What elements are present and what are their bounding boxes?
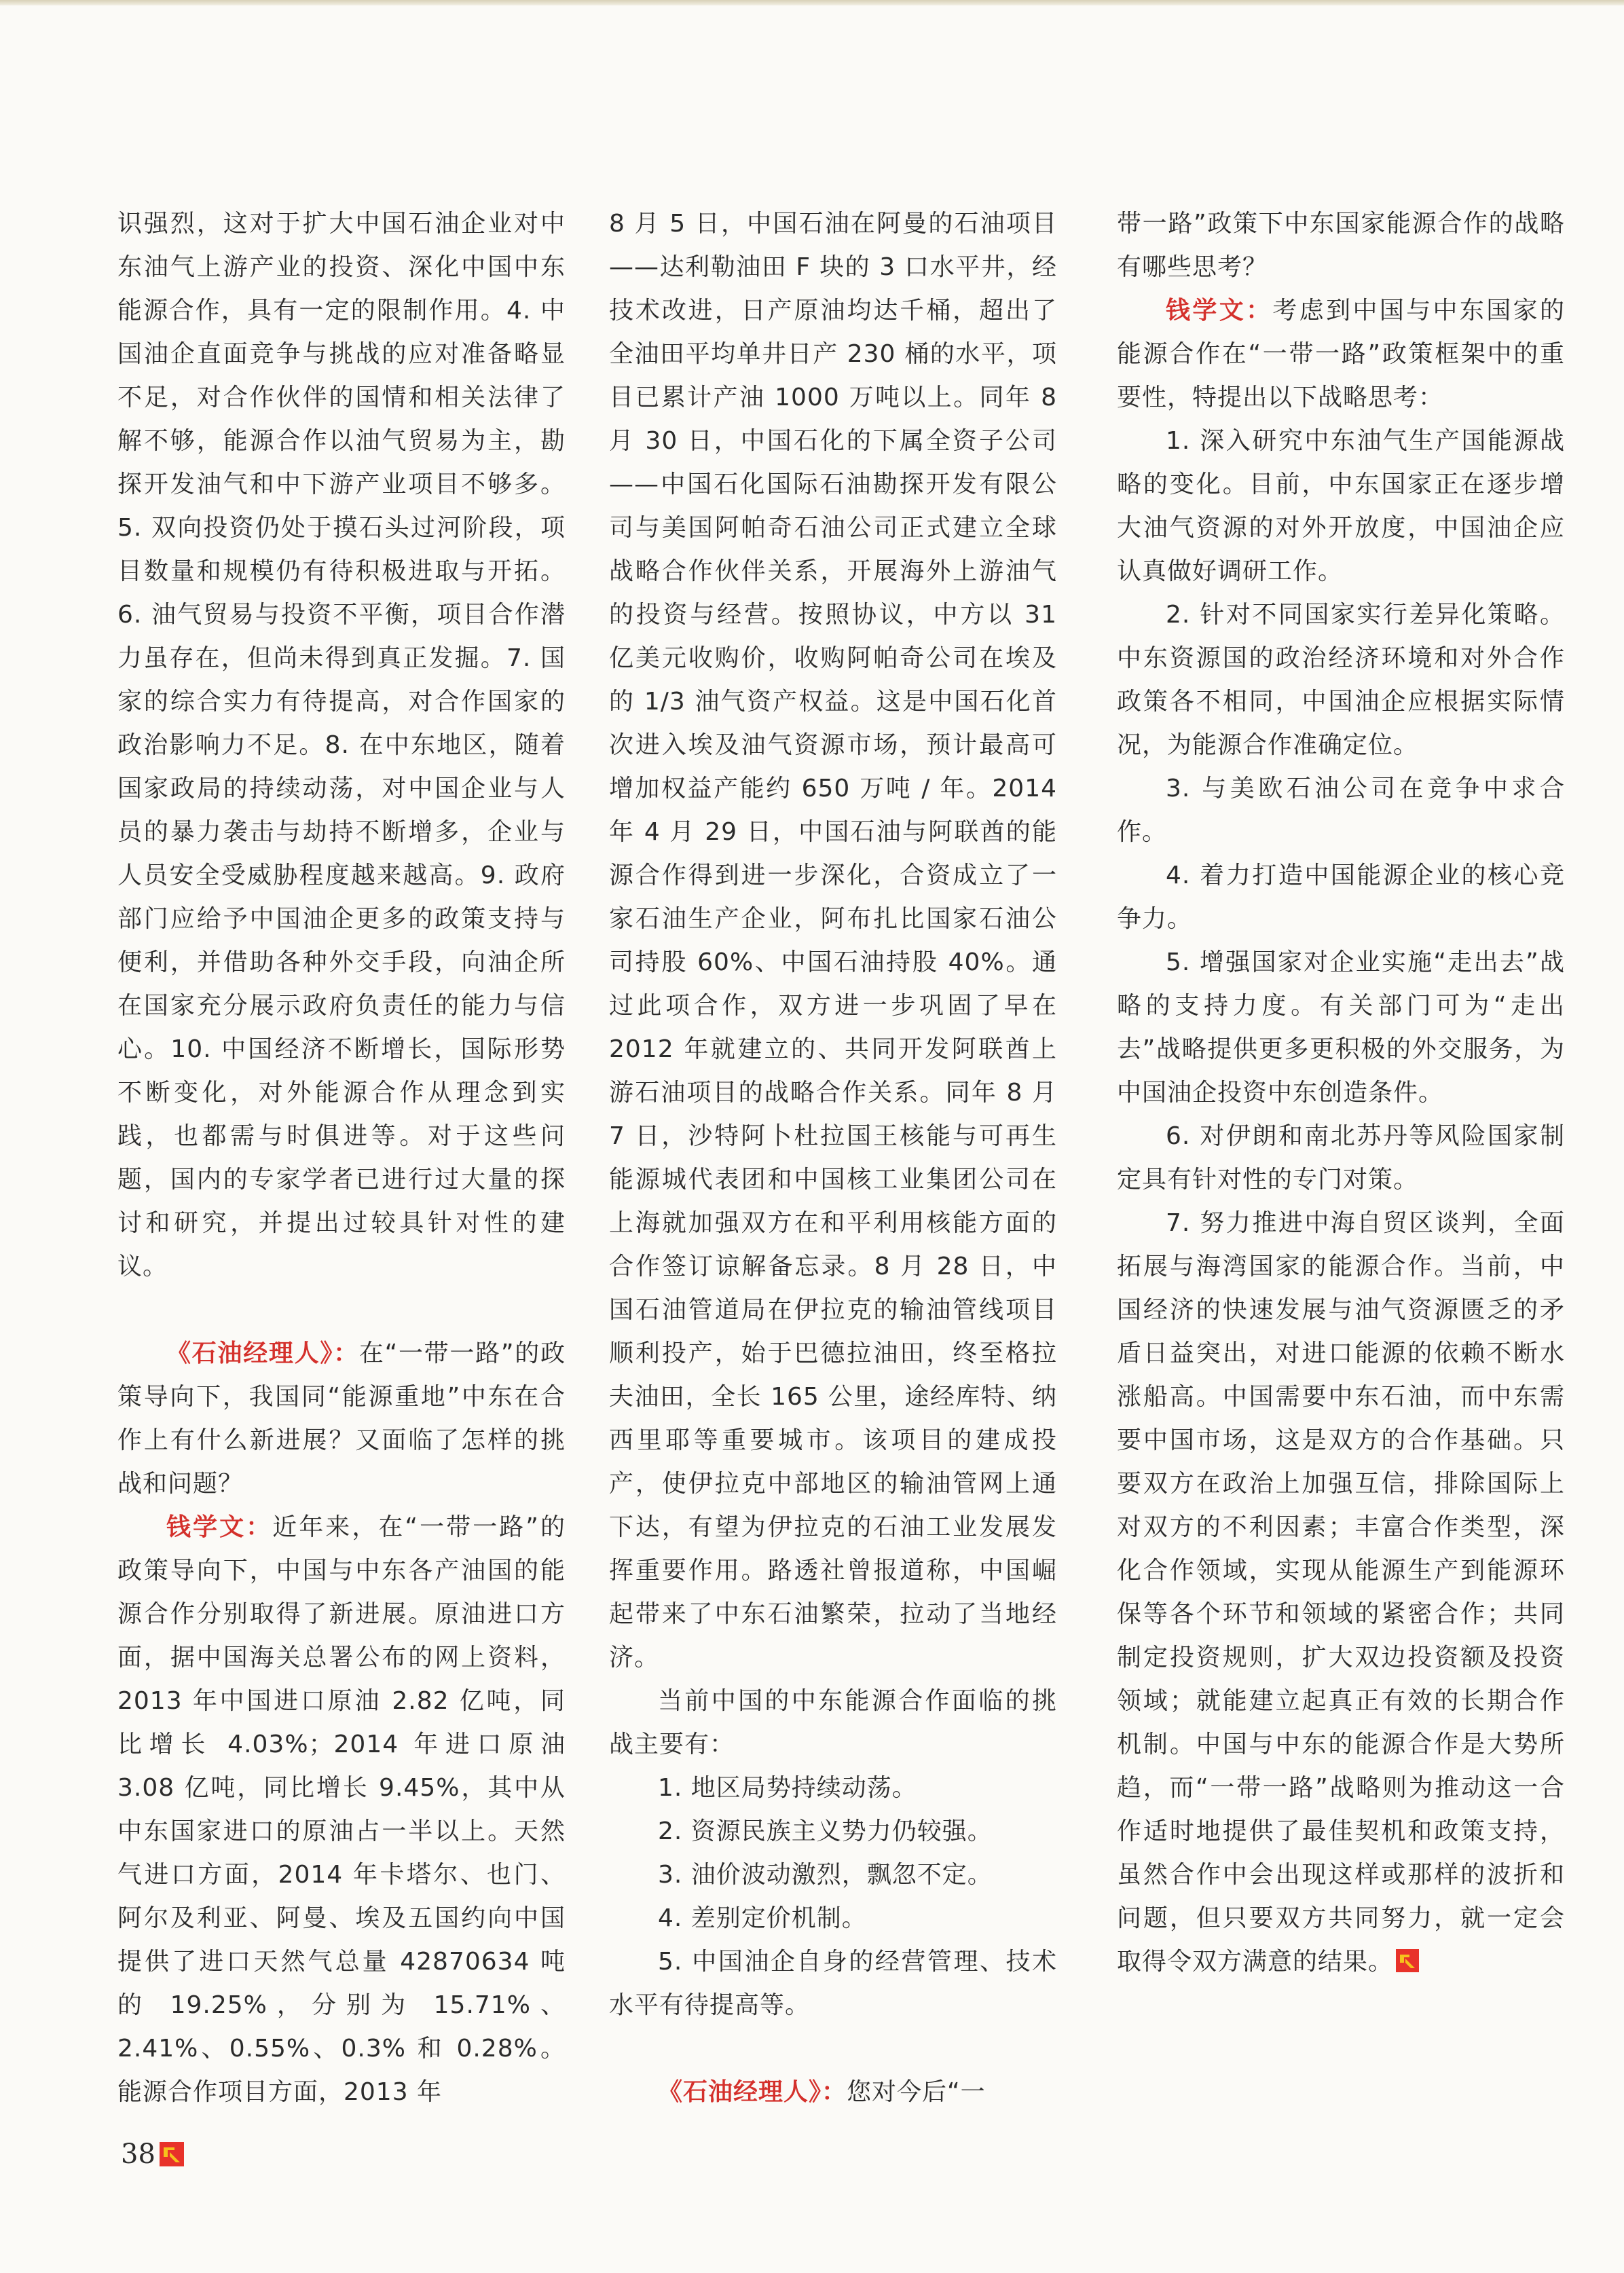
strategy-point: 3. 与美欧石油公司在竞争中求合作。 [1117,775,1565,846]
question-label: 《石油经理人》： [166,1339,359,1367]
question-paragraph [609,2071,1057,2114]
strategy-point-text: 7. 努力推进中海自贸区谈判，全面拓展与海湾国家的能源合作。当前，中国经济的快速发展与油气资源匮乏的矛盾日益突出，对进口能源的依赖不断水涨船高。中国需要中东石油，而中东需要中国市场，这是双方的合作基础。只要双方在政治上加强互信，排除国际上对双方的不利因素；丰富合作类型，深化合作领域，实现从能源生产到能源环保等各个环节和领域的紧密合作；共同制定投资规则，扩大双边投资额及投资领域；就能建立起真正有效的长期合作机制。中国与中东的能源合作是大势所趋，而“一带一路”战略则为推动这一合作适时地提供了最佳契机和政策支持，虽然合作中会出现这样或那样的波折和问题，但只要双方共同努力，就一定会取得令双方满意的结果。 [1117,1209,1565,1976]
question-text: 在“一带一路”的政策导向下，我国同“能源重地”中东在合作上有什么新进展？又面临了怎样的挑战和问题？ [117,1339,566,1498]
strategy-point: 5. 增强国家对企业实施“走出去”战略的支持力度。有关部门可为“走出去”战略提供更多更积极的外交服务，为中国油企投资中东创造条件。 [1117,948,1565,1107]
body-paragraph: 8 月 5 日，中国石油在阿曼的石油项目——达利勒油田 F 块的 3 口水平井，经技术改进，日产原油均达千桶，超出了全油田平均单井日产 230 桶的水平，项目已累计产油 1000 万吨以上。同年 8 月 30 日，中国石化的下属全资子公司——中国石化国际石油勘探开发有限公司与美国阿帕奇石油公司正式建立全球战略合作伙伴关系，开展海外上游油气的投资与经营。按照协议，中方以 31 亿美元收购价，收购阿帕奇公司在埃及的 1/3 油气资产权益。这是中国石化首次进入埃及油气资源市场，预计最高可增加权益产能约 650 万吨 / 年。2014 年 4 月 29 日，中国石油与阿联酋的能源合作得到进一步深化，合资成立了一家石油生产企业，阿布扎比国家石油公司持股 60%、中国石油持股 40%。通过此项合作，双方进一步巩固了早在 2012 年就建立的、共同开发阿联酋上游石油项目的战略合作关系。同年 8 月 7 日，沙特阿卜杜拉国王核能与可再生能源城代表团和中国核工业集团公司在上海就加强双方在和平利用核能方面的合作签订谅解备忘录。8 月 28 日，中国石油管道局在伊拉克的输油管线项目顺利投产，始于巴德拉油田，终至格拉夫油田，全长 165 公里，途经库特、纳西里耶等重要城市。该项目的建成投产，使伊拉克中部地区的输油管网上通下达，有望为伊拉克的石油工业发展发挥重要作用。路透社曾报道称，中国崛起带来了中东石油繁荣，拉动了当地经济。 [609,210,1057,1671]
challenge-item: 2. 资源民族主义势力仍较强。 [658,1817,993,1845]
column-1 [117,202,566,2114]
column-3 [1117,202,1565,1984]
page-folio [121,2139,184,2170]
body-paragraph: 识强烈，这对于扩大中国石油企业对中东油气上游产业的投资、深化中国中东能源合作，具有一定的限制作用。4. 中国油企直面竞争与挑战的应对准备略显不足，对合作伙伴的国情和相关法律了解不够，能源合作以油气贸易为主，勘探开发油气和中下游产业项目不够多。5. 双向投资仍处于摸石头过河阶段，项目数量和规模仍有待积极进取与开拓。6. 油气贸易与投资不平衡，项目合作潜力虽存在，但尚未得到真正发掘。7. 国家的综合实力有待提高，对合作国家的政治影响力不足。8. 在中东地区，随着国家政局的持续动荡，对中国企业与人员的暴力袭击与劫持不断增多，企业与人员安全受威胁程度越来越高。9. 政府部门应给予中国油企更多的政策支持与便利，并借助各种外交手段，向油企所在国家充分展示政府负责任的能力与信心。10. 中国经济不断增长，国际形势不断变化，对外能源合作从理念到实践，也都需与时俱进等。对于这些问题，国内的专家学者已进行过大量的探讨和研究，并提出过较具针对性的建议。 [117,210,566,1280]
challenges-intro: 当前中国的中东能源合作面临的挑战主要有： [609,1687,1057,1758]
answer-paragraph [117,1506,566,2114]
question-continuation: 带一路”政策下中东国家能源合作的战略有哪些思考？ [1117,210,1565,281]
challenge-item: 4. 差别定价机制。 [658,1904,867,1932]
strategy-point: 1. 深入研究中东油气生产国能源战略的变化。目前，中东国家正在逐步增大油气资源的对外开放度，中国油企应认真做好调研工作。 [1117,427,1565,585]
challenge-item: 1. 地区局势持续动荡。 [658,1774,917,1802]
strategy-point-final [1117,1202,1565,1984]
challenge-item: 3. 油价波动激烈，飘忽不定。 [658,1861,993,1889]
page-number: 38 [121,2139,155,2170]
strategy-point: 4. 着力打造中国能源企业的核心竞争力。 [1117,862,1565,933]
answer-text: 考虑到中国与中东国家的能源合作在“一带一路”政策框架中的重要性，特提出以下战略思考： [1117,297,1565,411]
corner-arrow-logo-icon [160,2142,184,2166]
answer-text: 近年来，在“一带一路”的政策导向下，中国与中东各产油国的能源合作分别取得了新进展。原油进口方面，据中国海关总署公布的网上资料，2013 年中国进口原油 2.82 亿吨，同比增长 4.03%；2014 年进口原油 3.08 亿吨，同比增长 9.45%，其中从中东国家进口的原油占一半以上。天然气进口方面，2014 年卡塔尔、也门、阿尔及利亚、阿曼、埃及五国约向中国提供了进口天然气总量 42870634 吨的 19.25%，分别为 15.71%、2.41%、0.55%、0.3% 和 0.28%。能源合作项目方面，2013 年 [117,1513,566,2106]
challenge-item: 5. 中国油企自身的经营管理、技术水平有待提高等。 [609,1948,1057,2019]
section-gap [609,2027,1057,2071]
end-of-article-logo-icon [1396,1949,1419,1972]
question-paragraph [117,1332,566,1506]
strategy-point: 2. 针对不同国家实行差异化策略。中东资源国的政治经济环境和对外合作政策各不相同，中国油企应根据实际情况，为能源合作准确定位。 [1117,601,1565,759]
answer-paragraph [1117,289,1565,420]
section-gap [117,1289,566,1332]
answer-label: 钱学文： [166,1513,273,1541]
column-2 [609,202,1057,2114]
question-label: 《石油经理人》： [658,2078,847,2106]
question-text: 您对今后“一 [847,2078,986,2106]
page-top-edge [0,0,1624,5]
strategy-point: 6. 对伊朗和南北苏丹等风险国家制定具有针对性的专门对策。 [1117,1122,1565,1194]
answer-label: 钱学文： [1166,297,1273,325]
